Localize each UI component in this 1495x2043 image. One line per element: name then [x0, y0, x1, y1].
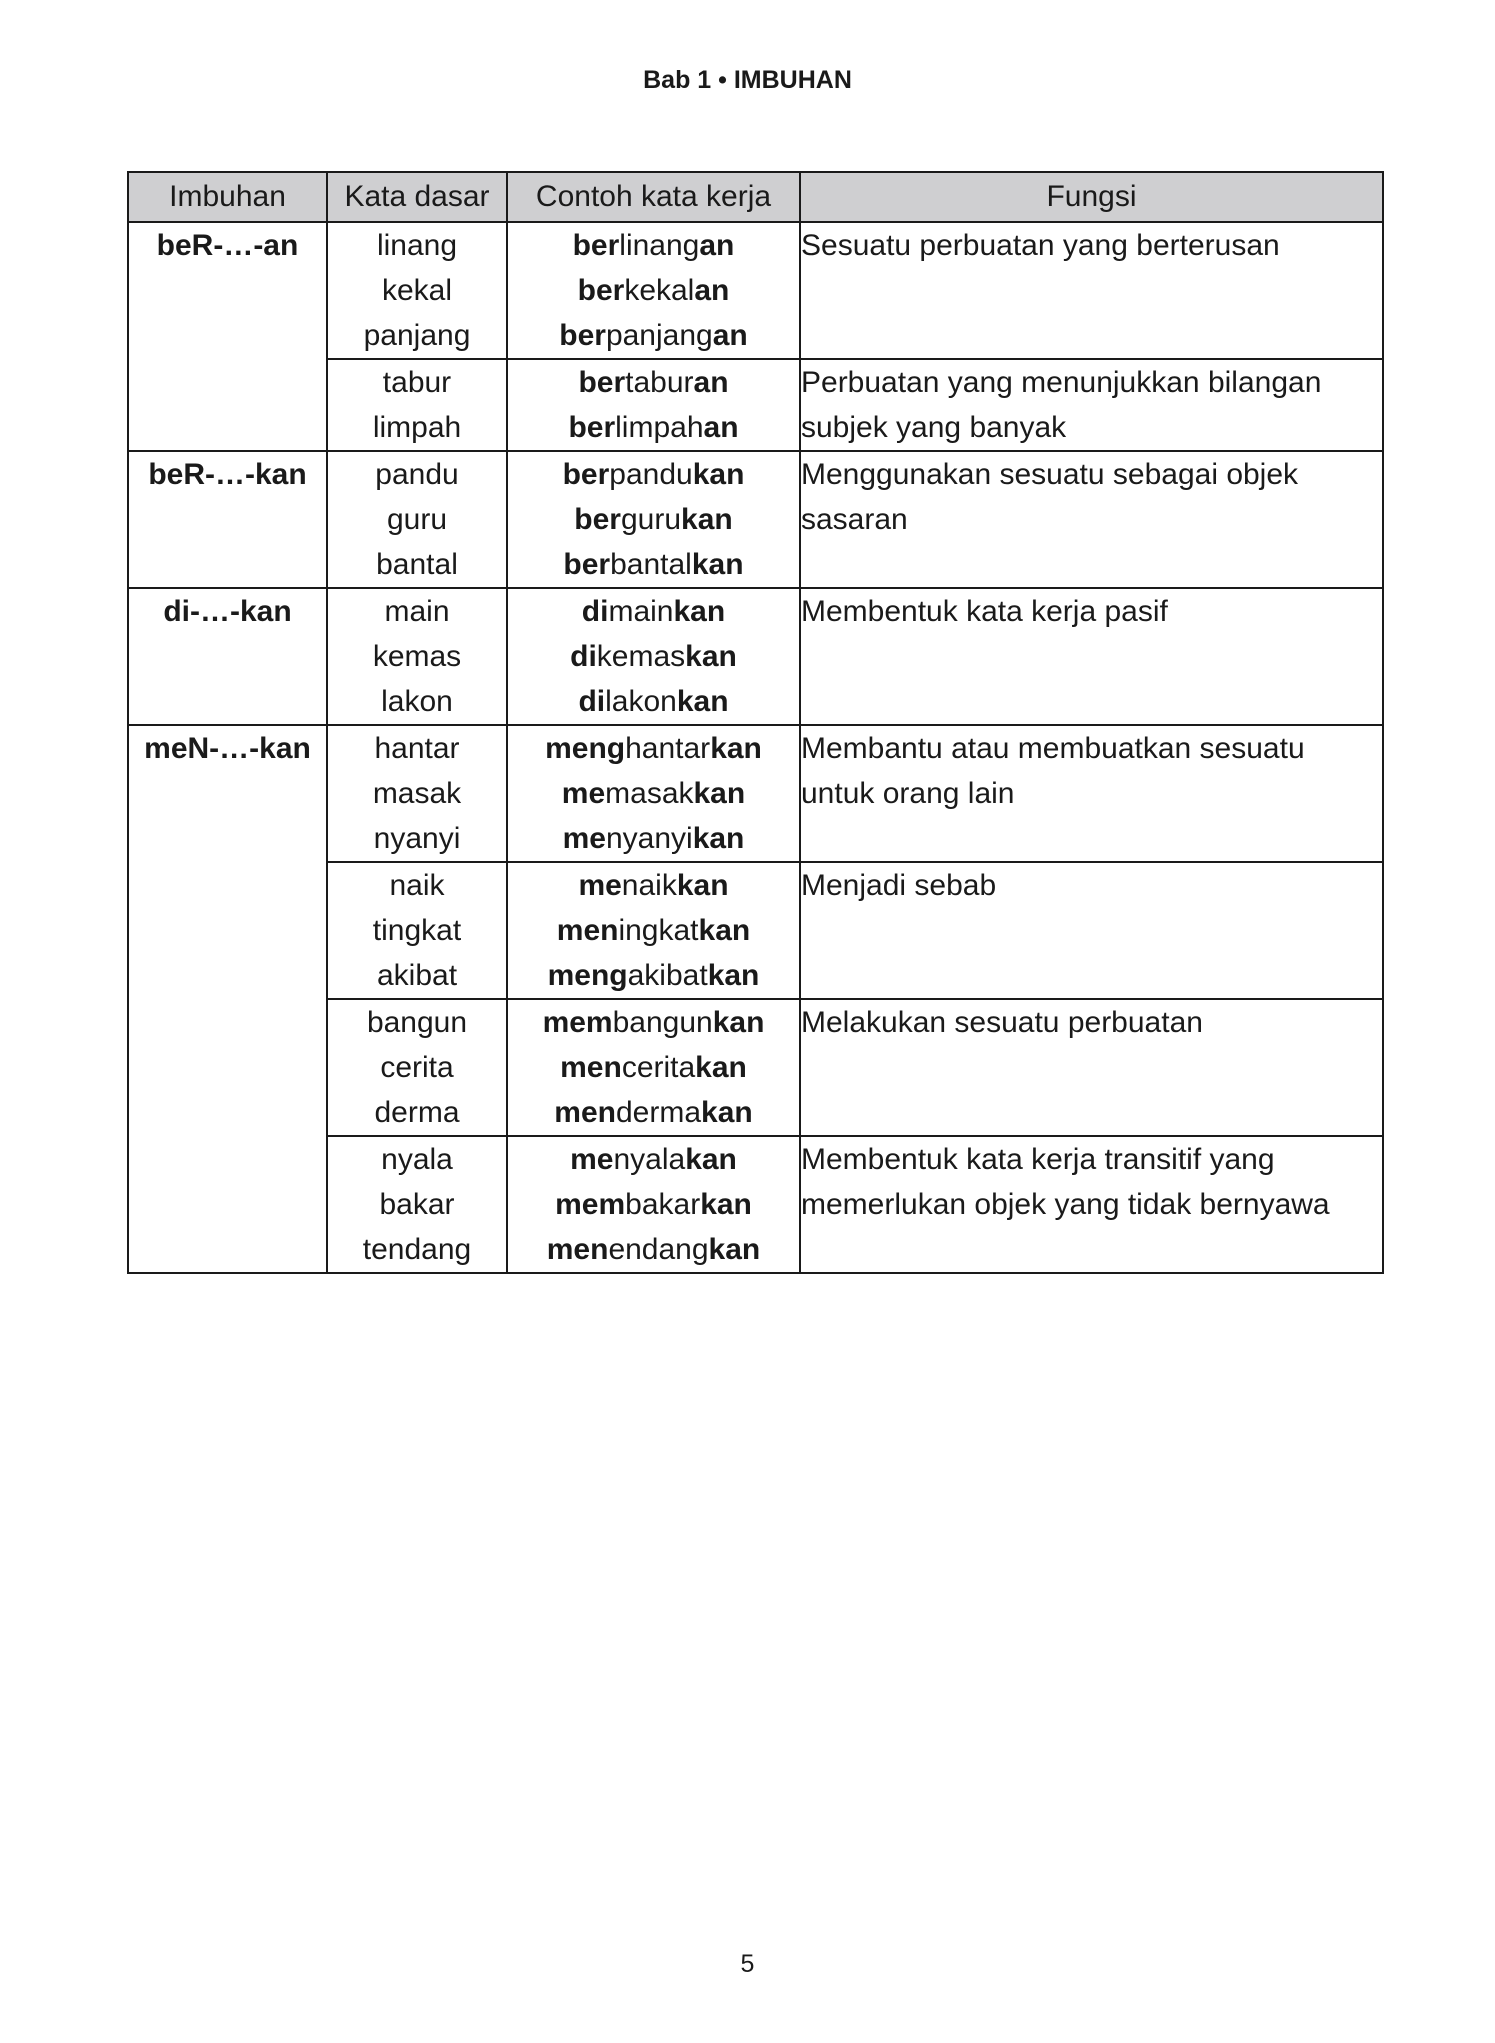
example-verbs-cell — [507, 451, 800, 588]
example-verb — [508, 908, 799, 953]
prefix: men — [560, 1051, 622, 1084]
root-part: naik — [621, 869, 677, 902]
root-word: linang — [376, 229, 458, 262]
prefix: me — [561, 777, 606, 810]
affix-cell: meN-…-kan — [128, 725, 327, 1273]
page-number: 5 — [740, 1950, 755, 1978]
example-verbs-cell — [507, 725, 800, 862]
suffix: kan — [693, 777, 746, 810]
root-words-cell — [327, 588, 507, 725]
root-word: cerita — [380, 1051, 454, 1084]
root-word: bantal — [376, 548, 458, 581]
prefix: ber — [577, 274, 625, 307]
function-text: Perbuatan yang menunjukkan bilangan subjek yang banyak — [801, 366, 1322, 444]
root-word: masak — [372, 777, 462, 810]
example-verb — [508, 1227, 799, 1272]
root-part: panjang — [605, 319, 713, 352]
function-cell — [800, 862, 1383, 999]
root-word: pandu — [375, 458, 459, 491]
prefix: ber — [559, 319, 606, 352]
suffix: an — [712, 319, 748, 352]
column-header-imbuhan: Imbuhan — [128, 172, 327, 222]
suffix: kan — [695, 1051, 747, 1084]
example-verb — [508, 726, 799, 771]
root-word: tingkat — [372, 914, 462, 947]
root-words-cell — [327, 862, 507, 999]
prefix: meng — [545, 732, 626, 765]
function-text: Melakukan sesuatu perbuatan — [801, 1006, 1203, 1039]
function-text: Membentuk kata kerja transitif yang memerlukan objek yang tidak bernyawa — [801, 1143, 1330, 1221]
prefix: me — [562, 822, 606, 855]
example-verb — [508, 223, 799, 268]
prefix: ber — [572, 229, 620, 262]
example-verb — [508, 863, 799, 908]
table-row — [128, 451, 1383, 588]
example-verb — [508, 313, 799, 358]
root-part: linang — [619, 229, 700, 262]
prefix: ber — [562, 458, 610, 491]
table-body — [128, 222, 1383, 1273]
prefix: ber — [578, 366, 626, 399]
suffix: kan — [692, 822, 745, 855]
prefix: mem — [542, 1006, 613, 1039]
example-verbs-cell — [507, 862, 800, 999]
root-part: kemas — [596, 640, 686, 673]
suffix: kan — [685, 640, 737, 673]
suffix: kan — [676, 685, 729, 718]
example-verb — [508, 771, 799, 816]
suffix: kan — [691, 548, 744, 581]
affix-cell: di-…-kan — [128, 588, 327, 725]
example-verb — [508, 953, 799, 998]
root-word: main — [384, 595, 450, 628]
example-verb — [508, 634, 799, 679]
running-head: Bab 1 • IMBUHAN — [643, 66, 852, 94]
root-word: kemas — [372, 640, 462, 673]
suffix: an — [693, 366, 729, 399]
function-cell — [800, 222, 1383, 359]
prefix: me — [578, 869, 622, 902]
example-verb — [508, 268, 799, 313]
root-part: nyanyi — [605, 822, 693, 855]
suffix: kan — [681, 503, 733, 536]
root-part: bantal — [610, 548, 692, 581]
prefix: meng — [547, 959, 628, 992]
table-row — [128, 725, 1383, 862]
root-part: endang — [608, 1233, 709, 1266]
example-verbs-cell — [507, 222, 800, 359]
function-text: Menggunakan sesuatu sebagai objek sasaran — [801, 458, 1299, 536]
root-word: tabur — [382, 366, 452, 399]
suffix: kan — [676, 869, 729, 902]
table-row — [128, 222, 1383, 359]
root-part: kekal — [624, 274, 695, 307]
example-verb — [508, 452, 799, 497]
prefix: di — [581, 595, 609, 628]
root-word: akibat — [376, 959, 458, 992]
root-word: hantar — [374, 732, 460, 765]
root-word: guru — [386, 503, 448, 536]
suffix: kan — [712, 1006, 765, 1039]
column-header-contoh-kata-kerja: Contoh kata kerja — [507, 172, 800, 222]
root-part: limpah — [615, 411, 704, 444]
root-part: lakon — [605, 685, 677, 718]
suffix: kan — [685, 1143, 737, 1176]
root-words-cell — [327, 725, 507, 862]
example-verb — [508, 405, 799, 450]
root-part: ingkat — [618, 914, 699, 947]
function-text: Membentuk kata kerja pasif — [801, 595, 1168, 628]
root-word: derma — [374, 1096, 460, 1129]
suffix: kan — [692, 458, 745, 491]
prefix: me — [570, 1143, 614, 1176]
root-part: cerita — [621, 1051, 696, 1084]
prefix: men — [554, 1096, 616, 1129]
example-verb — [508, 1000, 799, 1045]
root-part: masak — [605, 777, 694, 810]
function-cell — [800, 999, 1383, 1136]
root-words-cell — [327, 1136, 507, 1273]
example-verbs-cell — [507, 588, 800, 725]
root-word: tendang — [362, 1233, 472, 1266]
suffix: an — [703, 411, 739, 444]
example-verbs-cell — [507, 1136, 800, 1273]
root-word: lakon — [381, 685, 453, 718]
prefix: ber — [568, 411, 616, 444]
suffix: kan — [673, 595, 726, 628]
function-cell — [800, 725, 1383, 862]
prefix: ber — [574, 503, 621, 536]
root-words-cell — [327, 222, 507, 359]
example-verb — [508, 1090, 799, 1135]
root-word: bakar — [379, 1188, 455, 1221]
example-verb — [508, 1137, 799, 1182]
root-word: nyanyi — [373, 822, 461, 855]
example-verbs-cell — [507, 999, 800, 1136]
example-verb — [508, 497, 799, 542]
root-part: derma — [615, 1096, 702, 1129]
suffix: kan — [698, 914, 751, 947]
prefix: di — [570, 640, 597, 673]
suffix: kan — [710, 732, 762, 765]
example-verbs-cell — [507, 359, 800, 451]
prefix: men — [556, 914, 619, 947]
function-cell — [800, 588, 1383, 725]
suffix: kan — [708, 1233, 761, 1266]
root-words-cell — [327, 451, 507, 588]
root-word: naik — [389, 869, 445, 902]
root-word: kekal — [381, 274, 453, 307]
example-verb — [508, 1182, 799, 1227]
root-part: guru — [620, 503, 682, 536]
function-text: Menjadi sebab — [801, 869, 997, 902]
root-part: bangun — [612, 1006, 713, 1039]
imbuhan-table — [127, 171, 1384, 1274]
root-part: akibat — [627, 959, 708, 992]
function-text: Membantu atau membuatkan sesuatu untuk orang lain — [801, 732, 1305, 810]
example-verb — [508, 360, 799, 405]
example-verb — [508, 816, 799, 861]
root-word: nyala — [381, 1143, 453, 1176]
affix-cell: beR-…-an — [128, 222, 327, 451]
root-part: main — [608, 595, 674, 628]
column-header-fungsi: Fungsi — [800, 172, 1383, 222]
function-cell — [800, 451, 1383, 588]
example-verb — [508, 589, 799, 634]
root-part: hantar — [625, 732, 711, 765]
prefix: di — [578, 685, 606, 718]
affix-cell: beR-…-kan — [128, 451, 327, 588]
function-cell — [800, 1136, 1383, 1273]
prefix: men — [546, 1233, 609, 1266]
root-word: limpah — [372, 411, 462, 444]
prefix: ber — [563, 548, 611, 581]
root-part: bakar — [625, 1188, 701, 1221]
root-part: nyala — [613, 1143, 686, 1176]
suffix: kan — [701, 1096, 753, 1129]
suffix: kan — [707, 959, 760, 992]
root-words-cell — [327, 999, 507, 1136]
function-text: Sesuatu perbuatan yang berterusan — [801, 229, 1280, 262]
function-cell — [800, 359, 1383, 451]
root-part: tabur — [625, 366, 694, 399]
root-words-cell — [327, 359, 507, 451]
example-verb — [508, 679, 799, 724]
root-part: pandu — [609, 458, 693, 491]
example-verb — [508, 542, 799, 587]
suffix: an — [699, 229, 735, 262]
example-verb — [508, 1045, 799, 1090]
table-header-row — [128, 172, 1383, 222]
suffix: an — [694, 274, 730, 307]
prefix: mem — [555, 1188, 626, 1221]
column-header-kata-dasar: Kata dasar — [327, 172, 507, 222]
root-word: bangun — [366, 1006, 468, 1039]
suffix: kan — [700, 1188, 752, 1221]
table-row — [128, 588, 1383, 725]
root-word: panjang — [363, 319, 471, 352]
